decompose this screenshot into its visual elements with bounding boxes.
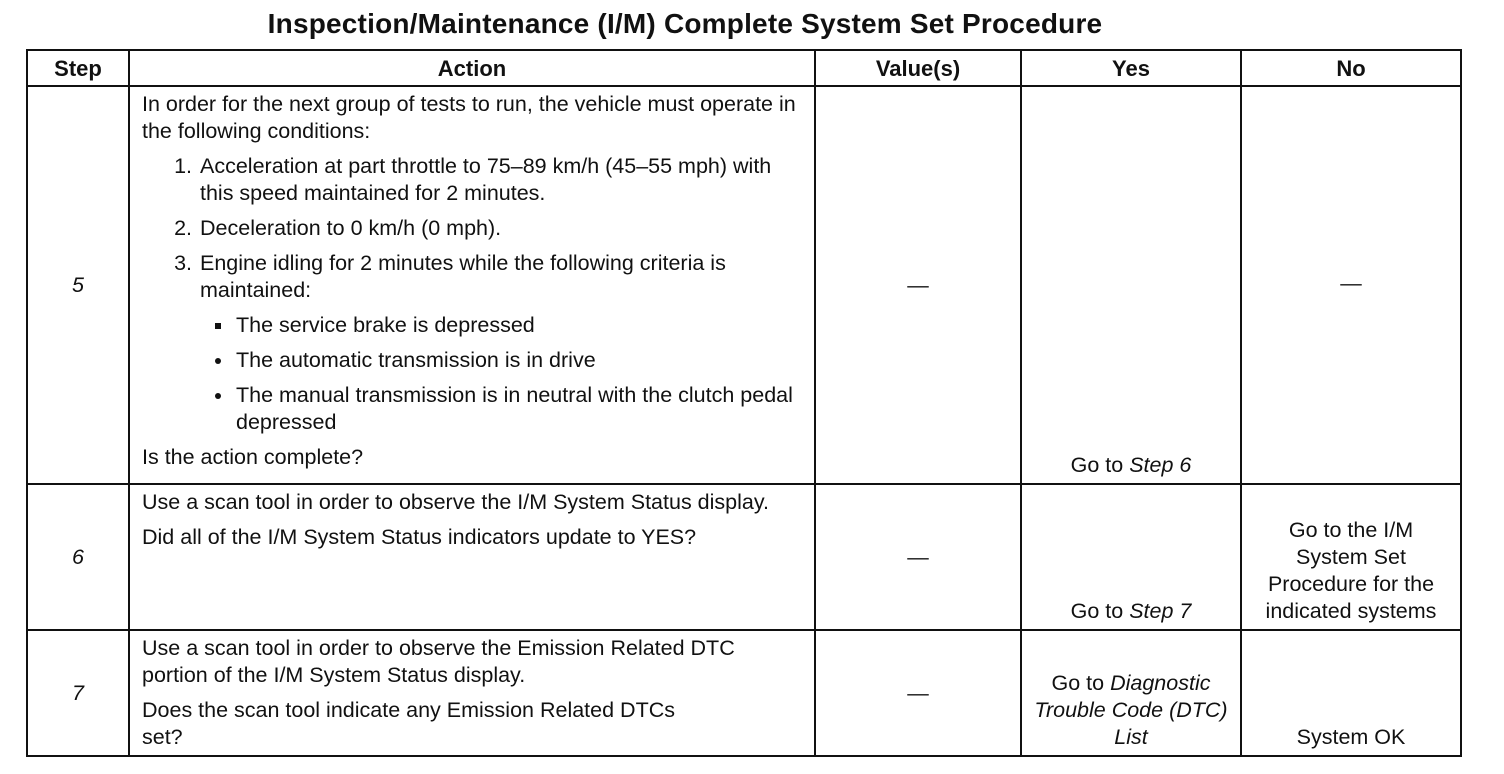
step-number: 7 [27, 630, 129, 756]
condition-item: 2. Deceleration to 0 km/h (0 mph). [198, 215, 806, 242]
procedure-title: Inspection/Maintenance (I/M) Complete System Set Procedure [267, 8, 1103, 39]
procedure-table [26, 49, 1462, 757]
action-intro: In order for the next group of tests to run, the vehicle must operate in the following conditions: [142, 92, 796, 143]
table-header-row [27, 50, 1461, 86]
no-procedure-link[interactable]: Go to the I/M System Set Procedure for the indicated systems [1265, 518, 1437, 623]
value-dash: — [907, 680, 929, 705]
action-question: Does the scan tool indicate any Emission Related DTCs set? [142, 698, 675, 749]
criteria-item: • The manual transmission is in neutral with the clutch pedal depressed [234, 382, 806, 436]
condition-list [142, 153, 806, 436]
condition-item-text: Engine idling for 2 minutes while the following criteria is maintained: [200, 251, 726, 302]
value-cell [815, 86, 1021, 484]
column-header-action: Action [129, 50, 815, 86]
yes-cell [1021, 484, 1241, 630]
column-header-yes: Yes [1021, 50, 1241, 86]
action-intro: Use a scan tool in order to observe the Emission Related DTC portion of the I/M System Status display. [142, 636, 735, 687]
table-row-step-6 [27, 484, 1461, 630]
no-cell [1241, 86, 1461, 484]
yes-prefix: Go to [1070, 453, 1124, 477]
no-dash: — [1340, 270, 1362, 295]
no-cell [1241, 630, 1461, 756]
column-header-no: No [1241, 50, 1461, 86]
no-result: System OK [1296, 725, 1406, 749]
action-question: Did all of the I/M System Status indicators update to YES? [142, 525, 697, 549]
yes-cell [1021, 630, 1241, 756]
step-number: 6 [27, 484, 129, 630]
column-header-values: Value(s) [815, 50, 1021, 86]
yes-prefix: Go to [1051, 671, 1105, 695]
condition-item [198, 250, 806, 436]
table-row-step-7 [27, 630, 1461, 756]
value-dash: — [907, 272, 929, 297]
value-dash: — [907, 544, 929, 569]
action-cell [129, 86, 815, 484]
step-number: 5 [27, 86, 129, 484]
action-cell [129, 484, 815, 630]
column-header-step: Step [27, 50, 129, 86]
table-row-step-5 [27, 86, 1461, 484]
action-cell [129, 630, 815, 756]
condition-item: 1. Acceleration at part throttle to 75–89 km/h (45–55 mph) with this speed maintained for 2 minutes. [198, 153, 806, 207]
criteria-item: ▪ The service brake is depressed [234, 312, 806, 339]
criteria-list [200, 312, 806, 436]
value-cell [815, 484, 1021, 630]
no-cell [1241, 484, 1461, 630]
yes-cell [1021, 86, 1241, 484]
yes-prefix: Go to [1070, 599, 1124, 623]
criteria-item: • The automatic transmission is in drive [234, 347, 806, 374]
action-intro: Use a scan tool in order to observe the I/M System Status display. [142, 490, 769, 514]
yes-dtc-list-link[interactable]: Diagnostic Trouble Code (DTC) List [1034, 671, 1228, 749]
yes-step-link[interactable]: Step 6 [1129, 453, 1192, 477]
yes-step-link[interactable]: Step 7 [1129, 599, 1192, 623]
value-cell [815, 630, 1021, 756]
action-question: Is the action complete? [142, 445, 364, 469]
